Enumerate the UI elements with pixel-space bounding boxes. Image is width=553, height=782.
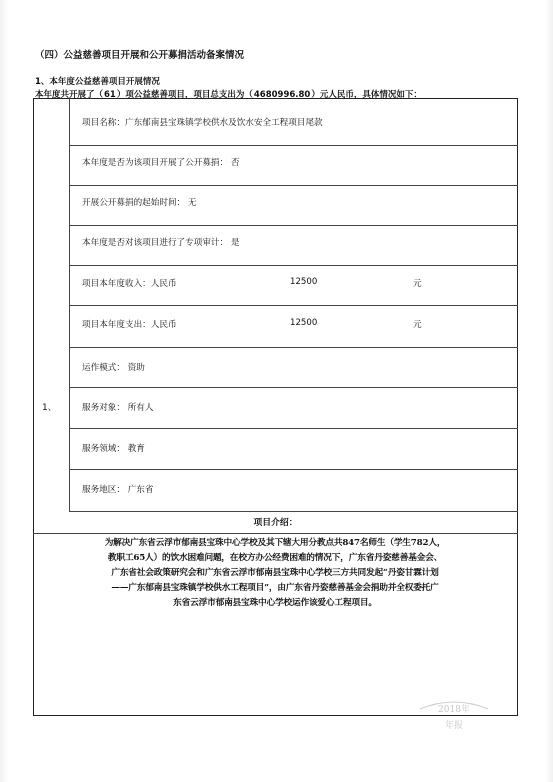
- row-expense: [70, 306, 518, 348]
- row-service-target: [70, 388, 518, 429]
- row-service-region: [70, 470, 518, 512]
- service-field: 服务领域： 教育: [82, 444, 145, 454]
- expense-amount: 12500: [290, 318, 318, 328]
- income-label: 项目本年度收入：人民币: [82, 279, 177, 289]
- summary-middle: ）项公益慈善项目，项目总支出为（: [116, 90, 253, 100]
- row-operation-mode: [70, 348, 518, 388]
- service-target: 服务对象： 所有人: [82, 403, 154, 413]
- income-amount: 12500: [290, 277, 318, 287]
- income-unit: 元: [413, 279, 422, 289]
- project-index: 1、: [42, 403, 57, 413]
- intro-line: 广东省社会政策研究会和广东省云浮市郁南县宝珠中心学校三方共同发起“丹姿甘霖计划: [111, 568, 439, 578]
- subsection-title: 1、本年度公益慈善项目开展情况: [35, 77, 160, 87]
- public-fundraising: 本年度是否为该项目开展了公开募捐： 否: [82, 158, 240, 168]
- stamp-year: 2018年: [438, 705, 470, 715]
- row-fundraising-period: [70, 186, 518, 226]
- intro-text: [40, 536, 510, 611]
- intro-line: 教职工65人）的饮水困难问题，在校方办公经费困难的情况下，广东省丹姿慈善基金会、: [107, 553, 443, 563]
- row-service-field: [70, 429, 518, 470]
- row-public-fundraising: [70, 146, 518, 186]
- index-column: [33, 98, 70, 512]
- summary-suffix: ）元人民币，具体情况如下：: [311, 90, 422, 100]
- summary-prefix: 本年度共开展了（: [35, 90, 104, 100]
- operation-mode: 运作模式： 资助: [82, 363, 145, 373]
- intro-heading: 项目介绍：: [33, 512, 518, 534]
- row-income: [70, 266, 518, 306]
- expense-unit: 元: [413, 320, 422, 330]
- stamp-text: 年报: [444, 721, 464, 731]
- total-expense: 4680996.80: [253, 90, 311, 100]
- row-project-name: [70, 98, 518, 146]
- project-name: 项目名称：广东郁南县宝珠镇学校供水及饮水安全工程项目尾款: [82, 118, 323, 128]
- special-audit: 本年度是否对该项目进行了专项审计： 是: [82, 238, 240, 248]
- fundraising-period: 开展公开募捐的起始时间： 无: [82, 198, 197, 208]
- expense-label: 项目本年度支出：人民币: [82, 320, 177, 330]
- row-special-audit: [70, 226, 518, 266]
- section-title: （四）公益慈善项目开展和公开募捐活动备案情况: [35, 50, 245, 61]
- service-region: 服务地区： 广东省: [82, 485, 154, 495]
- intro-line: 东省云浮市郁南县宝珠中心学校运作该爱心工程项目。: [173, 598, 377, 608]
- project-count: 61: [104, 90, 116, 100]
- annual-report-stamp: [416, 697, 492, 737]
- intro-line: 为解决广东省云浮市郁南县宝珠中心学校及其下辖大用分教点共847名师生（学生782人，: [104, 538, 446, 548]
- intro-line: ——广东郁南县宝珠镇学校供水工程项目”，由广东省丹姿慈善基金会捐助并全权委托广: [111, 583, 439, 593]
